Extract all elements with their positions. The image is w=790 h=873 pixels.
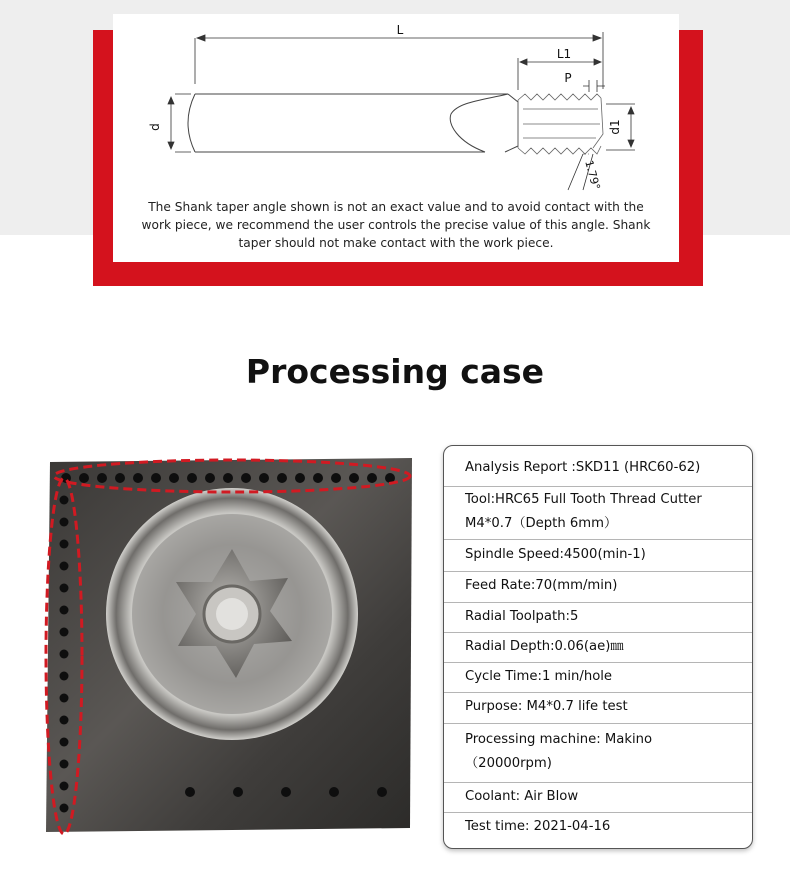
report-row-radial-depth: Radial Depth:0.06(ae)㎜ bbox=[465, 639, 624, 654]
taper-angle-label: 1.79° bbox=[582, 158, 603, 192]
dimension-P-label: P bbox=[564, 71, 572, 85]
tool-dimension-diagram bbox=[113, 14, 679, 262]
report-row-spindle-speed: Spindle Speed:4500(min-1) bbox=[465, 547, 646, 562]
machined-block-photo bbox=[40, 456, 420, 836]
report-row-feed-rate: Feed Rate:70(mm/min) bbox=[465, 578, 618, 593]
section-title: Processing case bbox=[245, 352, 545, 391]
report-row-cycle-time: Cycle Time:1 min/hole bbox=[465, 669, 613, 684]
shank-taper-note: The Shank taper angle shown is not an exact value and to avoid contact with the work piece, we recommend the user controls the precise value of this angle. Shank taper should not make contact with the work piece. bbox=[141, 200, 651, 250]
tool-outline bbox=[188, 94, 518, 152]
report-row-coolant: Coolant: Air Blow bbox=[465, 789, 579, 804]
left-hole-column bbox=[60, 496, 69, 813]
report-row-radial-toolpath: Radial Toolpath:5 bbox=[465, 609, 579, 624]
report-row-purpose: Purpose: M4*0.7 life test bbox=[465, 699, 628, 714]
dimension-L-label: L bbox=[396, 23, 404, 37]
dimension-d-label: d bbox=[148, 123, 162, 131]
report-row-test-time: Test time: 2021-04-16 bbox=[465, 819, 611, 834]
thread-teeth bbox=[518, 94, 603, 154]
dimension-L1-label: L1 bbox=[556, 47, 572, 61]
analysis-report-card bbox=[443, 445, 753, 849]
dimension-d1-label: d1 bbox=[608, 119, 622, 135]
report-row-analysis: Analysis Report :SKD11 (HRC60-62) bbox=[465, 460, 701, 475]
report-row-tool: Tool:HRC65 Full Tooth Thread Cutter M4*0.7（Depth 6mm） bbox=[465, 492, 702, 531]
report-row-machine: Processing machine: Makino （20000rpm) bbox=[465, 732, 653, 771]
